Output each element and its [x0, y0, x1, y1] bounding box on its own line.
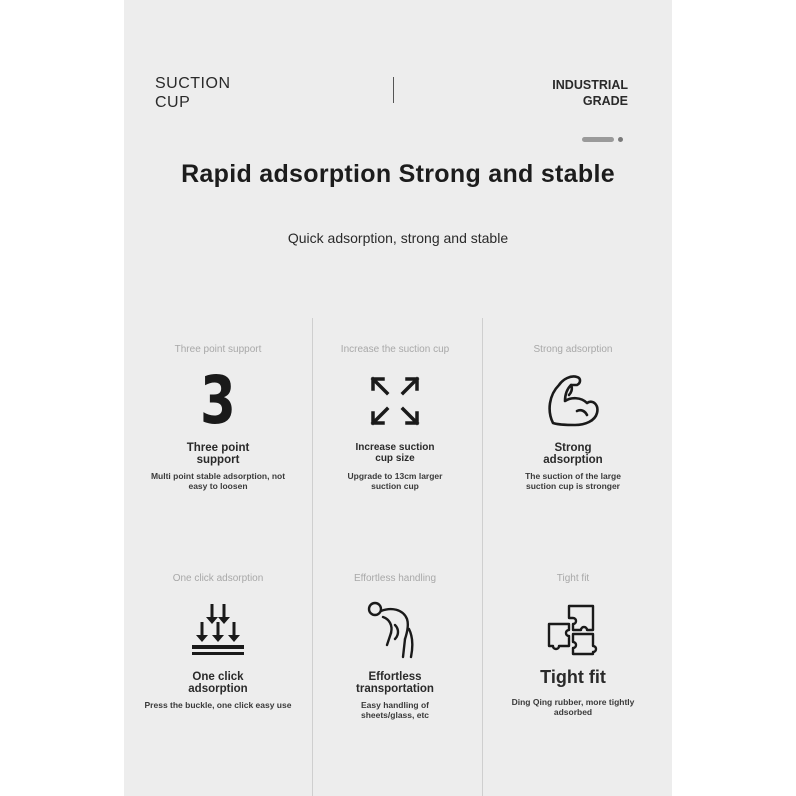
feature-desc-line1: Ding Qing rubber, more tightly	[511, 697, 635, 707]
feature-effortless-handling	[310, 572, 480, 720]
page-subtitle: Quick adsorption, strong and stable	[287, 230, 509, 246]
feature-name	[488, 666, 658, 690]
feature-name-line1: Effortless	[368, 671, 422, 683]
header-left-label	[155, 74, 231, 112]
feature-caption: One click adsorption	[172, 573, 264, 584]
feature-strong-adsorption	[488, 343, 658, 491]
feature-description	[488, 472, 658, 491]
feature-name-line2: support	[196, 454, 240, 466]
feature-name	[488, 442, 658, 466]
feature-desc-line1: Multi point stable adsorption, not	[150, 471, 286, 481]
feature-description	[133, 472, 303, 491]
feature-desc-line2: suction cup is stronger	[526, 480, 620, 491]
feature-desc-line1: Easy handling of	[360, 700, 429, 710]
feature-description	[133, 701, 303, 711]
person-lifting-icon	[363, 598, 427, 662]
feature-name-line1: Three point	[186, 442, 250, 454]
feature-name-line2: adsorption	[188, 683, 248, 695]
column-divider-2	[482, 318, 483, 796]
feature-tight-fit	[488, 572, 658, 717]
header-divider	[393, 77, 394, 103]
feature-name	[310, 442, 480, 466]
feature-desc-line1: Upgrade to 13cm larger	[347, 471, 443, 481]
feature-name-line2: cup size	[375, 453, 415, 464]
puzzle-icon	[541, 598, 605, 662]
feature-name-line1: Tight fit	[540, 667, 606, 687]
number-3-icon: 3	[200, 362, 236, 439]
feature-caption: Effortless handling	[353, 573, 437, 584]
decor-dot	[618, 137, 623, 142]
header-right-line1: INDUSTRIAL	[552, 78, 628, 92]
feature-name-line1: Increase suction	[355, 442, 435, 453]
feature-desc-line2: easy to loosen	[188, 480, 248, 491]
header-left-line1: SUCTION	[155, 75, 231, 92]
feature-name-line2: transportation	[356, 683, 434, 695]
press-down-arrows-icon	[186, 598, 250, 662]
feature-name	[133, 671, 303, 695]
header-right-line2: GRADE	[582, 94, 628, 108]
feature-desc-line2: suction cup	[371, 480, 419, 491]
feature-caption: Strong adsorption	[533, 344, 613, 355]
feature-desc-line2: sheets/glass, etc	[360, 709, 430, 720]
page-title: Rapid adsorption Strong and stable	[181, 160, 615, 188]
feature-desc-line2: adsorbed	[553, 706, 593, 717]
feature-description	[310, 472, 480, 491]
decor-pill	[582, 137, 614, 142]
feature-name-line1: Strong	[554, 442, 592, 454]
feature-one-click-adsorption	[133, 572, 303, 711]
feature-name-line2: adsorption	[543, 454, 603, 466]
flexed-bicep-icon	[541, 369, 605, 433]
feature-name	[310, 671, 480, 695]
feature-name-line1: One click	[192, 671, 244, 683]
header-left-line2: CUP	[155, 94, 191, 111]
feature-increase-suction-cup	[310, 343, 480, 491]
feature-description	[488, 698, 658, 717]
expand-arrows-icon	[363, 369, 427, 433]
feature-desc-line1: The suction of the large	[525, 471, 621, 481]
feature-three-point-support	[133, 343, 303, 491]
feature-caption: Tight fit	[556, 573, 590, 584]
feature-description	[310, 701, 480, 720]
feature-caption: Increase the suction cup	[340, 344, 450, 355]
feature-desc-line1: Press the buckle, one click easy use	[144, 700, 292, 710]
header-right-label	[520, 77, 628, 109]
feature-name	[133, 442, 303, 466]
feature-caption: Three point support	[174, 344, 262, 355]
